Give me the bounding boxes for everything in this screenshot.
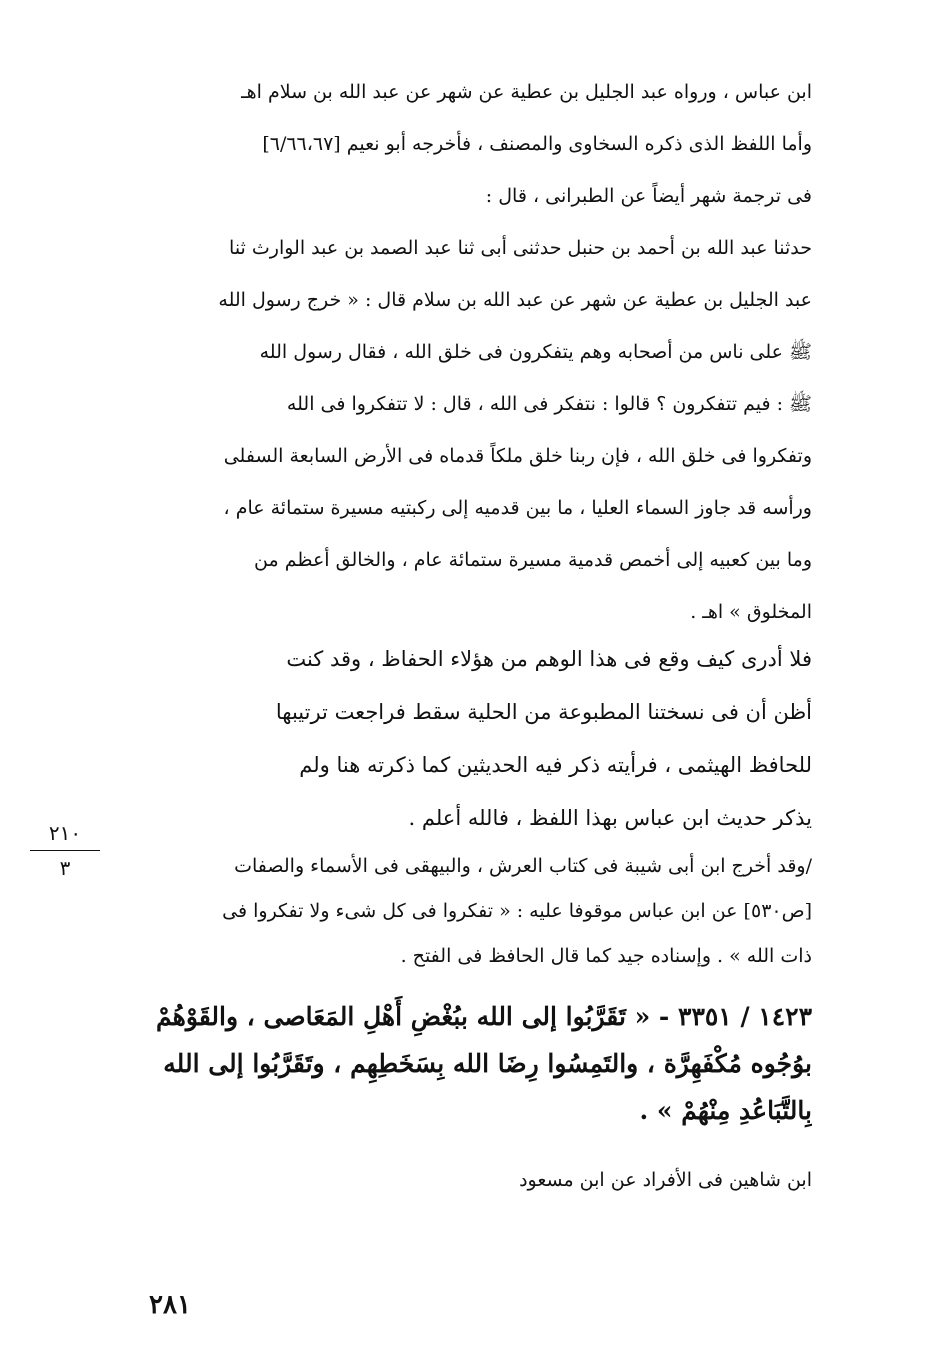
author-comment bbox=[100, 633, 812, 845]
text-line: [ص٥٣٠] عن ابن عباس موقوفا عليه : « تفكروا فى كل شىء ولا تفكروا فى bbox=[222, 900, 812, 922]
margin-reference-rule bbox=[30, 850, 100, 851]
text-line: للحافظ الهيثمى ، فرأيته ذكر فيه الحديثين كما ذكرته هنا ولم bbox=[299, 753, 812, 777]
text-line: ١٤٢٣ / ٣٣٥١ - « تَقَرَّبُوا إلى الله ببُغْضِ أَهْلِ المَعَاصى ، والقَوْهُمْ bbox=[156, 1002, 812, 1031]
text-line: يذكر حديث ابن عباس بهذا اللفظ ، فالله أعلم . bbox=[408, 806, 812, 830]
source-line: ابن شاهين فى الأفراد عن ابن مسعود bbox=[519, 1169, 812, 1191]
text-line: أظن أن فى نسختنا المطبوعة من الحلية سقط فراجعت ترتيبها bbox=[275, 700, 812, 724]
text-line: بوُجُوه مُكْفَهِرَّة ، والتَمِسُوا رِضَا الله بِسَخَطِهِم ، وتَقَرَّبُوا إلى الله bbox=[163, 1049, 812, 1078]
text-line: حدثنا عبد الله بن أحمد بن حنبل حدثنى أبى ثنا عبد الصمد بن عبد الوارث ثنا bbox=[229, 237, 812, 259]
quoted-text-chain bbox=[100, 222, 812, 638]
text-line: وما بين كعبيه إلى أخمص قدمية مسيرة ستمائة عام ، والخالق أعظم من bbox=[254, 549, 812, 571]
text-line: /وقد أخرج ابن أبى شيبة فى كتاب العرش ، والبيهقى فى الأسماء والصفات bbox=[234, 855, 812, 877]
supplementary-note bbox=[100, 844, 812, 979]
hadith-entry bbox=[100, 993, 812, 1134]
text-line: ﷺ على ناس من أصحابه وهم يتفكرون فى خلق الله ، فقال رسول الله bbox=[259, 341, 812, 363]
text-line: ابن عباس ، ورواه عبد الجليل بن عطية عن شهر عن عبد الله بن سلام اهـ bbox=[241, 81, 812, 103]
text-line: وتفكروا فى خلق الله ، فإن ربنا خلق ملكاً قدماه فى الأرض السابعة السفلى bbox=[223, 445, 812, 467]
margin-reference bbox=[30, 820, 100, 881]
text-line: ذات الله » . وإسناده جيد كما قال الحافظ فى الفتح . bbox=[400, 945, 812, 967]
hadith-source bbox=[100, 1160, 812, 1200]
text-line: وأما اللفظ الذى ذكره السخاوى والمصنف ، فأخرجه أبو نعيم [٦/٦٦،٦٧] bbox=[262, 133, 812, 155]
margin-reference-bottom: ٣ bbox=[59, 856, 71, 880]
text-line: فى ترجمة شهر أيضاً عن الطبرانى ، قال : bbox=[485, 185, 812, 207]
text-line: فلا أدرى كيف وقع فى هذا الوهم من هؤلاء الحفاظ ، وقد كنت bbox=[286, 647, 812, 671]
page-number: ٢٨١ bbox=[149, 1290, 191, 1320]
text-line: ﷺ : فيم تتفكرون ؟ قالوا : نتفكر فى الله ، قال : لا تتفكروا فى الله bbox=[286, 393, 812, 415]
margin-reference-top: ٢١٠ bbox=[48, 821, 82, 845]
text-line: المخلوق » اهـ . bbox=[690, 601, 812, 623]
text-line: بِالتَّبَاعُدِ مِنْهُمْ » . bbox=[639, 1096, 812, 1125]
quoted-text-intro bbox=[100, 66, 812, 222]
text-line: عبد الجليل بن عطية عن شهر عن عبد الله بن سلام قال : « خرج رسول الله bbox=[218, 289, 812, 311]
text-line: ورأسه قد جاوز السماء العليا ، ما بين قدميه إلى ركبتيه مسيرة ستمائة عام ، bbox=[223, 497, 812, 519]
